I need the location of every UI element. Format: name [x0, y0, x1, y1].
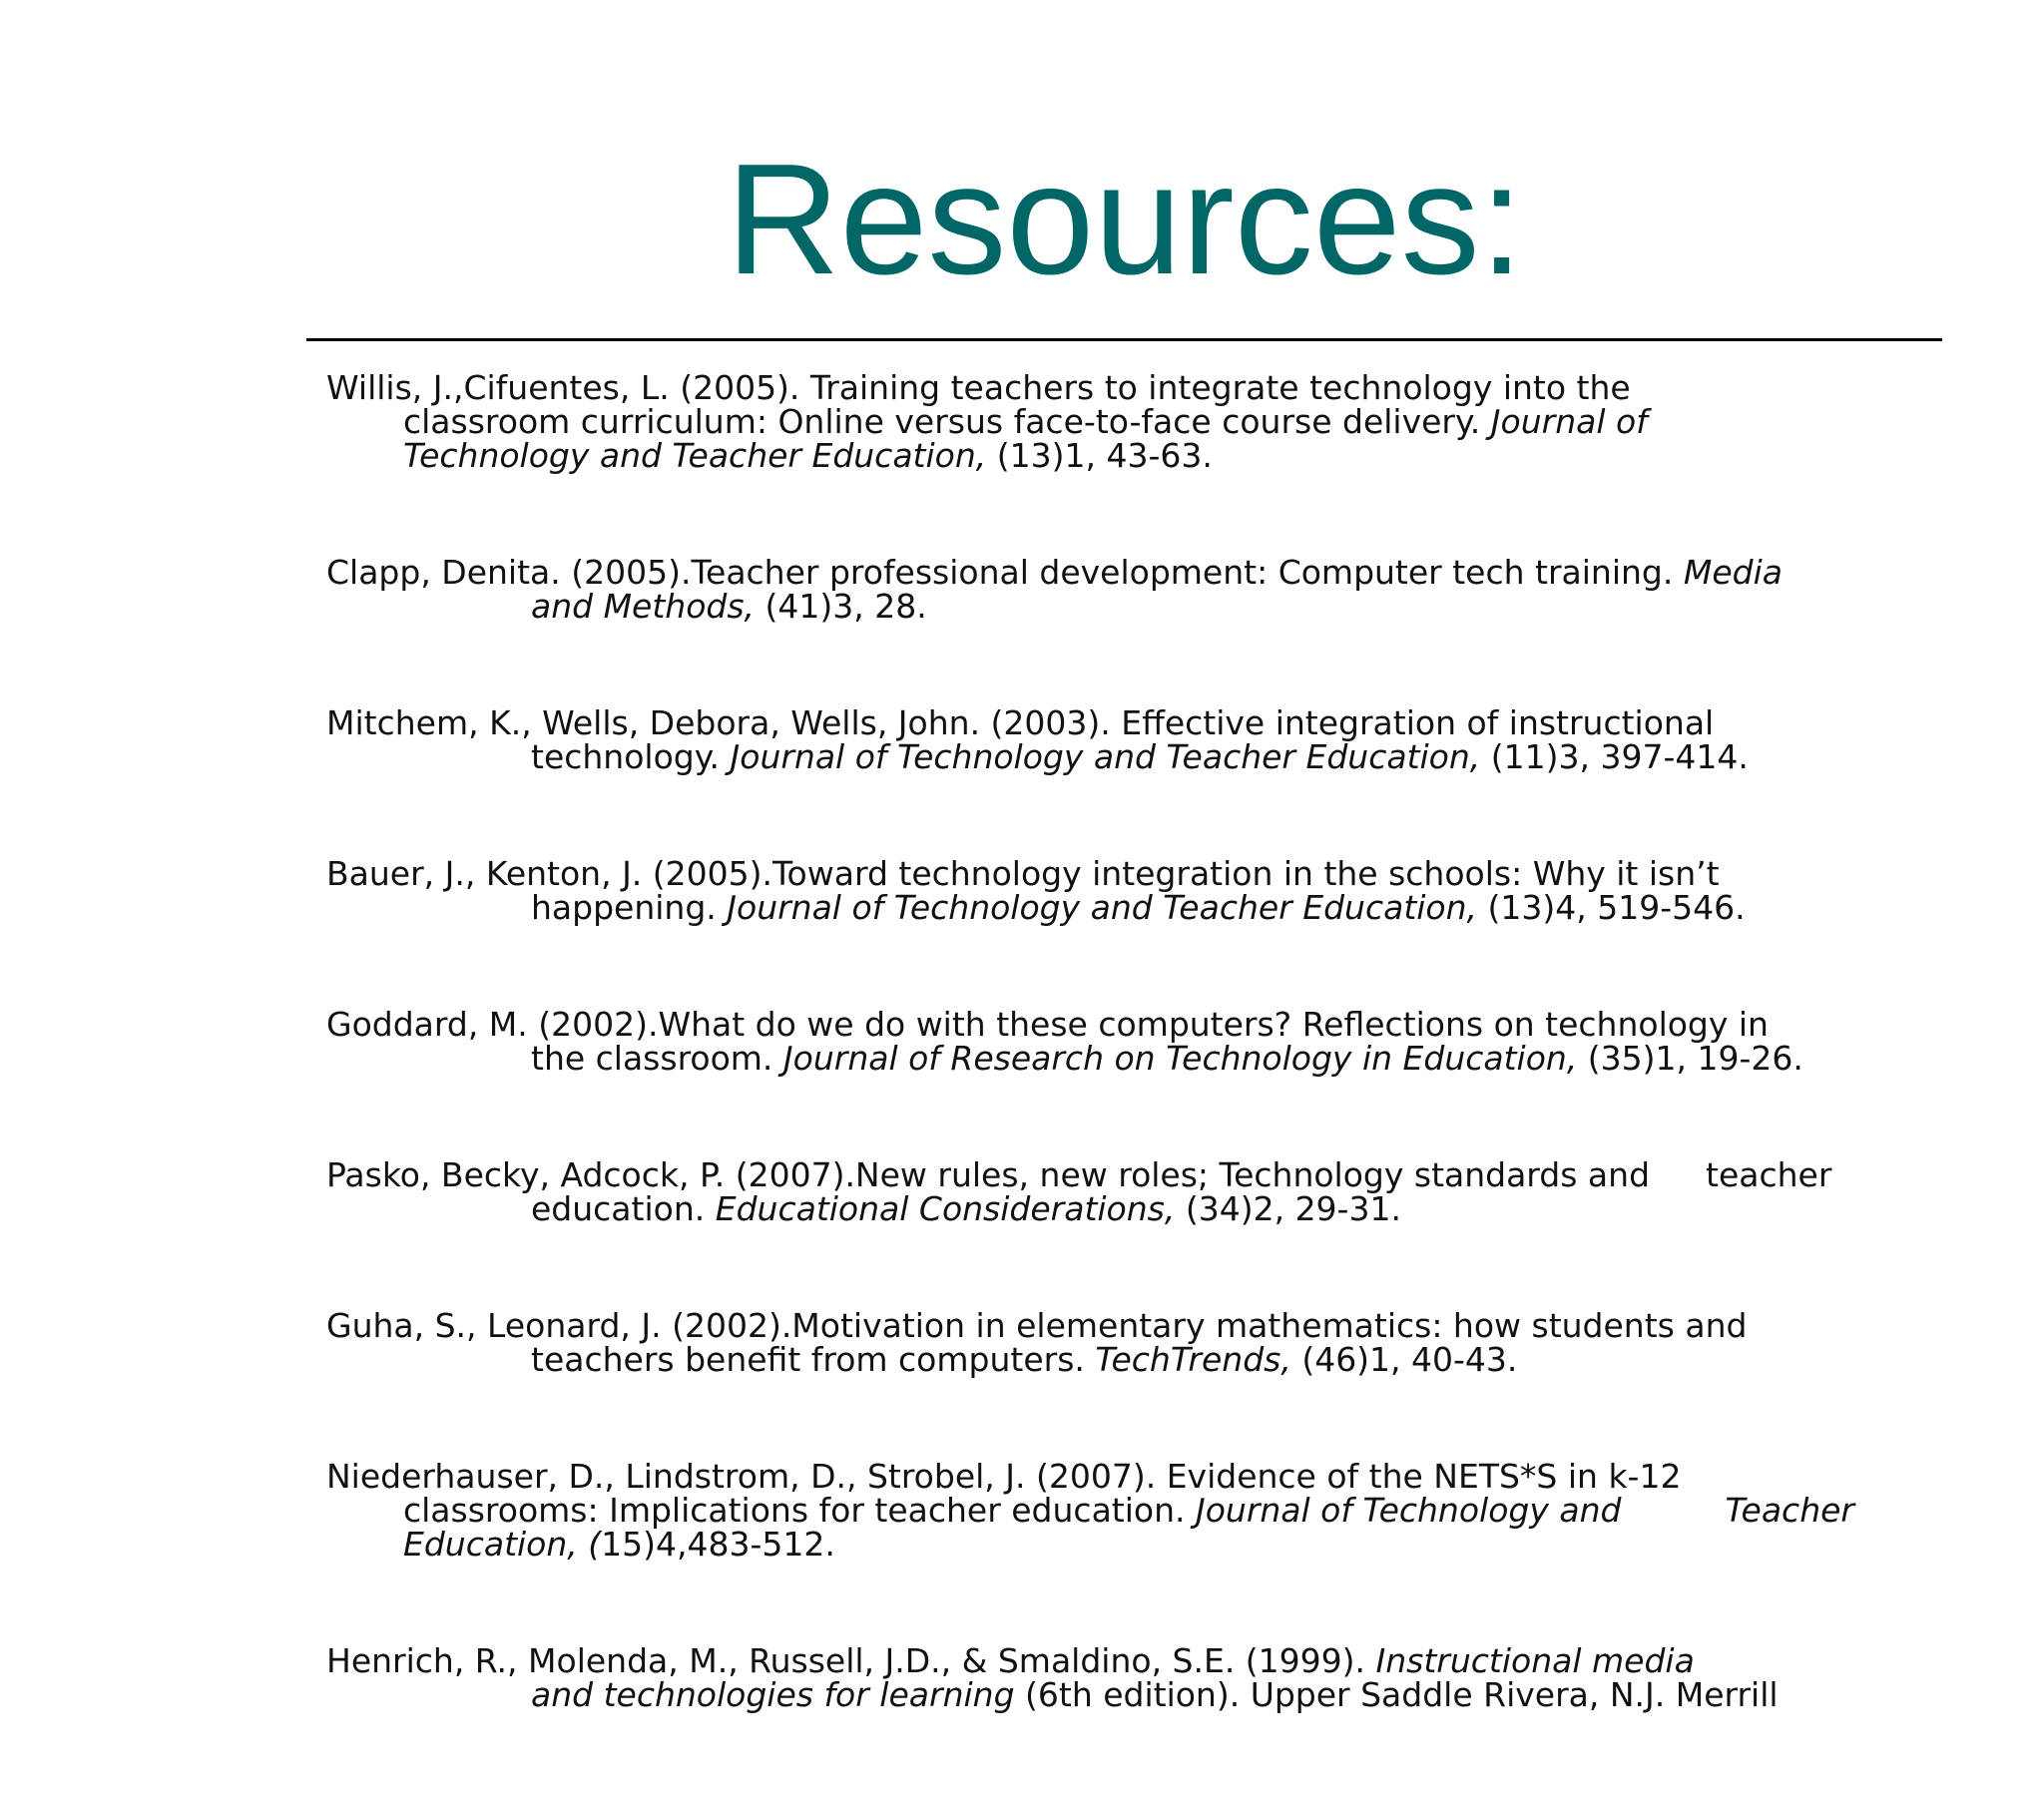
reference-item	[326, 1457, 2003, 1564]
reference-text: classrooms: Implications for teacher education.	[403, 1491, 1196, 1530]
reference-line	[326, 587, 2003, 626]
reference-journal: Technology and Teacher Education,	[403, 436, 987, 475]
reference-text: education.	[531, 1189, 716, 1228]
reference-line	[326, 553, 2003, 592]
reference-journal: Journal of	[1490, 402, 1648, 441]
reference-text: Guha, S., Leonard, J. (2002).Motivation in elementary mathematics: how students and	[326, 1306, 1748, 1345]
reference-text: Bauer, J., Kenton, J. (2005).Toward technology integration in the schools: Why it isn’t	[326, 854, 1720, 893]
reference-text: (34)2, 29-31.	[1175, 1189, 1401, 1228]
reference-line	[326, 402, 2003, 441]
reference-journal: Journal of Technology and	[1195, 1491, 1622, 1530]
reference-line	[326, 1189, 2003, 1228]
reference-text: classroom curriculum: Online versus face-to-face course delivery.	[403, 402, 1491, 441]
reference-journal: Teacher	[1725, 1491, 1854, 1530]
reference-journal: Journal of Technology and Teacher Education,	[730, 737, 1481, 776]
reference-text: Henrich, R., Molenda, M., Russell, J.D., & Smaldino, S.E. (1999).	[326, 1641, 1376, 1680]
reference-text: Niederhauser, D., Lindstrom, D., Strobel, J. (2007). Evidence of the NETS*S in k-12	[326, 1457, 1682, 1496]
reference-line	[326, 1340, 2003, 1379]
reference-text: (11)3, 397-414.	[1480, 737, 1749, 776]
reference-line	[326, 1457, 2003, 1496]
reference-text: happening.	[531, 888, 728, 927]
reference-item	[326, 1306, 2003, 1379]
reference-line	[326, 703, 2003, 742]
reference-line	[326, 1491, 2003, 1530]
reference-item	[326, 368, 2003, 475]
reference-text: Willis, J.,Cifuentes, L. (2005). Training teachers to integrate technology into the	[326, 368, 1631, 407]
reference-line	[326, 1641, 2003, 1680]
reference-list	[326, 368, 2003, 1795]
reference-line	[326, 1675, 2003, 1714]
reference-text: (6th edition). Upper Saddle Rivera, N.J. Merrill	[1014, 1675, 1779, 1714]
reference-line	[326, 436, 2003, 475]
title-divider	[306, 338, 1942, 341]
reference-line	[326, 737, 2003, 776]
reference-line	[326, 888, 2003, 927]
reference-item	[326, 703, 2003, 776]
reference-line	[326, 368, 2003, 407]
reference-text: (46)1, 40-43.	[1290, 1340, 1518, 1379]
reference-text: Clapp, Denita. (2005).Teacher professional development: Computer tech training.	[326, 553, 1684, 592]
reference-journal: Instructional media	[1375, 1641, 1695, 1680]
reference-journal: Journal of Technology and Teacher Education,	[727, 888, 1478, 927]
reference-item	[326, 1005, 2003, 1078]
reference-text: teachers benefit from computers.	[531, 1340, 1096, 1379]
reference-text: 15)4,483-512.	[601, 1525, 835, 1564]
reference-journal: and technologies for learning	[531, 1675, 1015, 1714]
reference-line	[326, 1306, 2003, 1345]
reference-text: technology.	[531, 737, 731, 776]
reference-journal: and Methods,	[531, 587, 756, 626]
reference-text: (41)3, 28.	[755, 587, 927, 626]
reference-item	[326, 553, 2003, 626]
reference-item	[326, 1641, 2003, 1714]
reference-text: Goddard, M. (2002).What do we do with these computers? Reflections on technology in	[326, 1005, 1769, 1044]
reference-journal: Media	[1683, 553, 1783, 592]
reference-journal: Journal of Research on Technology in Education,	[782, 1039, 1578, 1078]
reference-line	[326, 1005, 2003, 1044]
reference-journal: TechTrends,	[1095, 1340, 1291, 1379]
reference-journal: Education, (	[403, 1525, 602, 1564]
reference-line	[326, 1525, 2003, 1564]
reference-journal: Educational Considerations,	[715, 1189, 1176, 1228]
reference-item	[326, 854, 2003, 927]
slide-title: Resources:	[726, 132, 1524, 307]
reference-text: the classroom.	[531, 1039, 783, 1078]
reference-line	[326, 1155, 2003, 1194]
reference-text: teacher	[1706, 1155, 1832, 1194]
reference-text: (13)4, 519-546.	[1477, 888, 1746, 927]
reference-text: Pasko, Becky, Adcock, P. (2007).New rules, new roles; Technology standards and	[326, 1155, 1651, 1194]
reference-line	[326, 854, 2003, 893]
reference-text: (13)1, 43-63.	[986, 436, 1213, 475]
reference-text: (35)1, 19-26.	[1577, 1039, 1803, 1078]
reference-line	[326, 1039, 2003, 1078]
reference-text: Mitchem, K., Wells, Debora, Wells, John. (2003). Effective integration of instructional	[326, 703, 1715, 742]
reference-item	[326, 1155, 2003, 1228]
